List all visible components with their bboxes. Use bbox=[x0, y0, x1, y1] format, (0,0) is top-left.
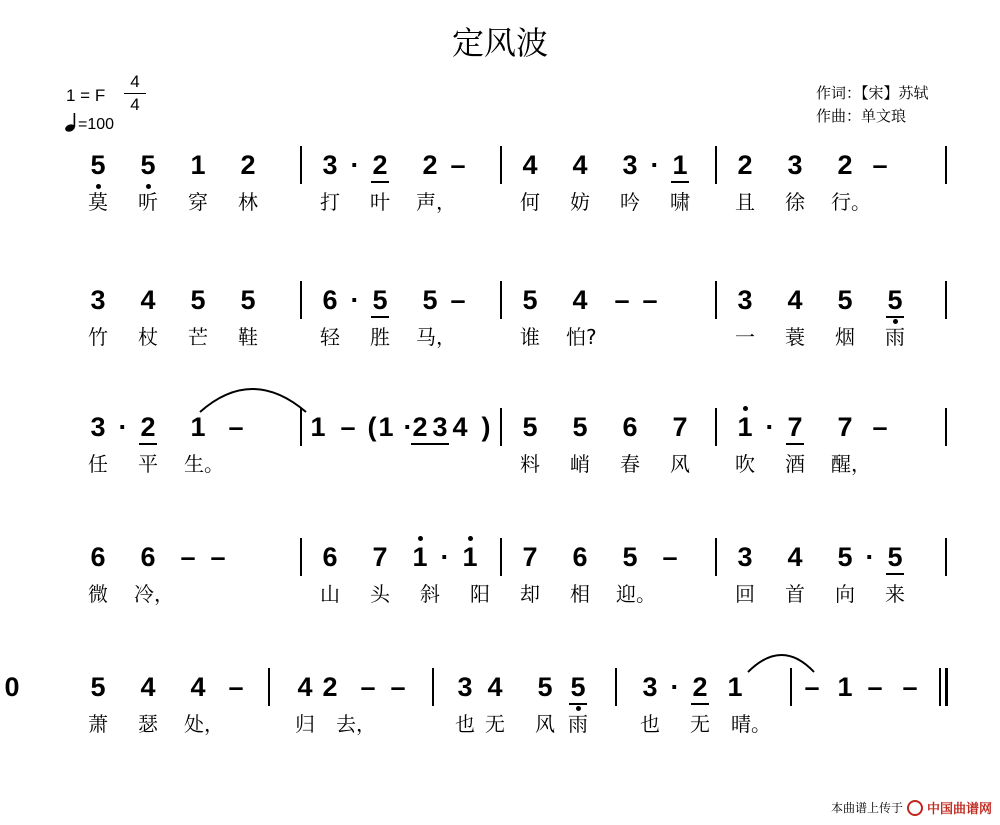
footer-text: 本曲谱上传于 bbox=[830, 801, 903, 815]
dotted-rhythm-dot: · bbox=[403, 412, 413, 442]
score-title: 定风波 bbox=[451, 24, 548, 62]
jianpu-note: 3 bbox=[787, 150, 803, 180]
dash-extension: – bbox=[180, 542, 196, 572]
jianpu-note: ( bbox=[367, 412, 377, 442]
bar-line bbox=[790, 668, 792, 706]
dash-extension: – bbox=[360, 672, 376, 702]
dash-extension: – bbox=[210, 542, 226, 572]
bar-line bbox=[432, 668, 434, 706]
lyric-char: 听 bbox=[138, 190, 158, 214]
jianpu-note: 6 bbox=[322, 542, 338, 572]
bar-line bbox=[945, 281, 947, 319]
jianpu-note: 5 bbox=[422, 285, 438, 315]
time-signature bbox=[124, 72, 146, 115]
lyric-char: 微 bbox=[88, 582, 108, 606]
jianpu-note: 2 bbox=[140, 412, 156, 442]
underline-beam bbox=[786, 443, 804, 445]
dash-extension: – bbox=[804, 672, 820, 702]
lyric-char: 打 bbox=[320, 190, 340, 214]
jianpu-note: 1 bbox=[310, 412, 326, 442]
lyricist-credit: 作词：【宋】苏轼 bbox=[816, 84, 929, 102]
bar-line bbox=[500, 281, 502, 319]
jianpu-note: 2 bbox=[372, 150, 388, 180]
composer-credit: 作曲：单文琅 bbox=[816, 107, 907, 125]
bar-line bbox=[615, 668, 617, 706]
staff-3 bbox=[0, 412, 1000, 542]
lyric-char: 也 bbox=[640, 712, 660, 736]
lyric-char: 莫 bbox=[88, 190, 108, 214]
jianpu-note: 2 bbox=[422, 150, 438, 180]
jianpu-note: 1 bbox=[378, 412, 394, 442]
lyric-char: 胜 bbox=[370, 325, 390, 349]
lyric-char: 晴。 bbox=[731, 712, 771, 736]
jianpu-note: 7 bbox=[837, 412, 853, 442]
jianpu-note: 5 bbox=[837, 542, 853, 572]
jianpu-note: 4 bbox=[522, 150, 538, 180]
underline-beam bbox=[371, 181, 389, 183]
bar-line bbox=[500, 408, 502, 446]
jianpu-note: 3 bbox=[737, 542, 753, 572]
jianpu-note: 4 bbox=[487, 672, 503, 702]
dash-extension: – bbox=[390, 672, 406, 702]
bar-line bbox=[945, 408, 947, 446]
key-signature: 1 = F bbox=[66, 86, 106, 105]
dotted-rhythm-dot: · bbox=[118, 412, 128, 442]
bar-line bbox=[300, 146, 302, 184]
jianpu-note: 2 bbox=[322, 672, 338, 702]
underline-beam bbox=[411, 443, 449, 445]
jianpu-note: 5 bbox=[522, 285, 538, 315]
dash-extension: – bbox=[872, 412, 888, 442]
lyric-char: 烟 bbox=[835, 325, 855, 349]
staff-2 bbox=[0, 285, 1000, 415]
lyric-char: 声， bbox=[416, 190, 456, 214]
lyric-char: 来 bbox=[885, 582, 905, 606]
jianpu-note: 1 bbox=[412, 542, 428, 572]
bar-line bbox=[945, 146, 947, 184]
site-logo-icon bbox=[907, 800, 923, 816]
footer-watermark bbox=[831, 798, 992, 817]
lyric-char: 妨 bbox=[570, 190, 590, 214]
lyric-char: 林 bbox=[238, 190, 258, 214]
lyric-char: 头 bbox=[370, 582, 390, 606]
lyric-char: 无 bbox=[690, 712, 710, 736]
lyric-char: 平 bbox=[138, 452, 158, 476]
site-logo-text: 中国曲谱网 bbox=[926, 802, 992, 817]
lyric-char: 啸 bbox=[670, 190, 690, 214]
bar-line bbox=[715, 281, 717, 319]
bar-line bbox=[945, 538, 947, 576]
lyric-char: 醒， bbox=[831, 452, 871, 476]
lyric-char: 首 bbox=[785, 582, 805, 606]
lyric-char: 轻 bbox=[320, 325, 340, 349]
jianpu-note: 5 bbox=[372, 285, 388, 315]
jianpu-note: ) bbox=[481, 412, 491, 442]
lyric-char: 鞋 bbox=[238, 325, 258, 349]
jianpu-note: 7 bbox=[522, 542, 538, 572]
jianpu-note: 3 bbox=[90, 285, 106, 315]
jianpu-note: 5 bbox=[522, 412, 538, 442]
jianpu-note: 0 bbox=[4, 672, 20, 702]
jianpu-note: 6 bbox=[90, 542, 106, 572]
jianpu-note: 4 bbox=[140, 285, 156, 315]
jianpu-note: 5 bbox=[537, 672, 553, 702]
jianpu-note: 5 bbox=[140, 150, 156, 180]
bar-line bbox=[500, 146, 502, 184]
dash-extension: – bbox=[450, 150, 466, 180]
lyric-char: 生。 bbox=[184, 452, 224, 476]
jianpu-note: 2 bbox=[412, 412, 428, 442]
lyric-char: 春 bbox=[620, 452, 640, 476]
octave-dot bbox=[893, 319, 898, 324]
lyric-char: 怕? bbox=[566, 325, 597, 349]
quarter-note-icon bbox=[64, 112, 78, 132]
octave-dot bbox=[576, 706, 581, 711]
dotted-rhythm-dot: · bbox=[350, 150, 360, 180]
jianpu-note: 5 bbox=[572, 412, 588, 442]
lyric-char: 谁 bbox=[520, 325, 540, 349]
jianpu-note: 6 bbox=[322, 285, 338, 315]
credits bbox=[816, 82, 929, 128]
lyric-char: 任 bbox=[88, 452, 108, 476]
jianpu-note: 4 bbox=[297, 672, 313, 702]
dash-extension: – bbox=[228, 412, 244, 442]
jianpu-note: 3 bbox=[432, 412, 448, 442]
octave-dot bbox=[96, 184, 101, 189]
lyric-char: 回 bbox=[735, 582, 755, 606]
staff-1 bbox=[0, 150, 1000, 280]
octave-dot bbox=[468, 536, 473, 541]
jianpu-note: 2 bbox=[240, 150, 256, 180]
octave-dot bbox=[146, 184, 151, 189]
lyric-char: 去， bbox=[336, 712, 376, 736]
bar-line bbox=[300, 408, 302, 446]
jianpu-note: 4 bbox=[452, 412, 468, 442]
lyric-char: 萧 bbox=[88, 712, 108, 736]
dash-extension: – bbox=[662, 542, 678, 572]
underline-beam bbox=[671, 181, 689, 183]
lyric-char: 蓑 bbox=[785, 325, 805, 349]
lyric-char: 料 bbox=[520, 452, 540, 476]
underline-beam bbox=[886, 316, 904, 318]
underline-beam bbox=[371, 316, 389, 318]
jianpu-note: 3 bbox=[322, 150, 338, 180]
lyric-char: 峭 bbox=[570, 452, 590, 476]
dotted-rhythm-dot: · bbox=[440, 542, 450, 572]
lyric-char: 酒 bbox=[785, 452, 805, 476]
jianpu-note: 7 bbox=[372, 542, 388, 572]
lyric-char: 风 bbox=[670, 452, 690, 476]
lyric-char: 徐 bbox=[785, 190, 805, 214]
lyric-char: 归 bbox=[295, 712, 315, 736]
jianpu-note: 2 bbox=[692, 672, 708, 702]
staff-4 bbox=[0, 542, 1000, 672]
bar-line bbox=[715, 538, 717, 576]
lyric-char: 山 bbox=[320, 582, 340, 606]
dash-extension: – bbox=[450, 285, 466, 315]
jianpu-note: 1 bbox=[727, 672, 743, 702]
dash-extension: – bbox=[872, 150, 888, 180]
lyric-char: 叶 bbox=[370, 190, 390, 214]
jianpu-note: 4 bbox=[787, 542, 803, 572]
dotted-rhythm-dot: · bbox=[650, 150, 660, 180]
dash-extension: – bbox=[902, 672, 918, 702]
bar-line bbox=[715, 146, 717, 184]
underline-beam bbox=[691, 703, 709, 705]
jianpu-note: 6 bbox=[572, 542, 588, 572]
lyric-char: 竹 bbox=[88, 325, 108, 349]
bar-line bbox=[939, 668, 941, 706]
lyric-char: 瑟 bbox=[138, 712, 158, 736]
staff-5 bbox=[0, 672, 1000, 802]
jianpu-note: 5 bbox=[887, 285, 903, 315]
jianpu-note: 4 bbox=[787, 285, 803, 315]
time-signature-top: 4 bbox=[130, 72, 140, 91]
tempo-marking bbox=[64, 112, 114, 134]
jianpu-note: 5 bbox=[837, 285, 853, 315]
jianpu-note: 5 bbox=[887, 542, 903, 572]
lyric-char: 阳 bbox=[470, 582, 490, 606]
lyric-char: 无 bbox=[485, 712, 505, 736]
dotted-rhythm-dot: · bbox=[350, 285, 360, 315]
jianpu-note: 4 bbox=[190, 672, 206, 702]
lyric-char: 也 bbox=[455, 712, 475, 736]
underline-beam bbox=[569, 703, 587, 705]
dash-extension: – bbox=[642, 285, 658, 315]
jianpu-note: 5 bbox=[622, 542, 638, 572]
dash-extension: – bbox=[340, 412, 356, 442]
lyric-char: 冷， bbox=[134, 582, 174, 606]
jianpu-note: 1 bbox=[737, 412, 753, 442]
bar-line bbox=[715, 408, 717, 446]
jianpu-note: 4 bbox=[572, 285, 588, 315]
lyric-char: 行。 bbox=[831, 190, 871, 214]
dotted-rhythm-dot: · bbox=[865, 542, 875, 572]
jianpu-note: 6 bbox=[140, 542, 156, 572]
underline-beam bbox=[886, 573, 904, 575]
jianpu-note: 5 bbox=[90, 672, 106, 702]
lyric-char: 一 bbox=[735, 325, 755, 349]
bar-line bbox=[300, 281, 302, 319]
jianpu-note: 6 bbox=[622, 412, 638, 442]
jianpu-note: 3 bbox=[90, 412, 106, 442]
jianpu-note: 3 bbox=[642, 672, 658, 702]
underline-beam bbox=[139, 443, 157, 445]
jianpu-note: 7 bbox=[672, 412, 688, 442]
jianpu-note: 5 bbox=[190, 285, 206, 315]
octave-dot bbox=[743, 406, 748, 411]
jianpu-note: 1 bbox=[190, 412, 206, 442]
lyric-char: 雨 bbox=[568, 712, 588, 736]
jianpu-note: 2 bbox=[737, 150, 753, 180]
octave-dot bbox=[418, 536, 423, 541]
dash-extension: – bbox=[867, 672, 883, 702]
jianpu-note: 1 bbox=[672, 150, 688, 180]
dotted-rhythm-dot: · bbox=[765, 412, 775, 442]
jianpu-note: 2 bbox=[837, 150, 853, 180]
lyric-char: 马， bbox=[416, 325, 456, 349]
lyric-char: 吟 bbox=[620, 190, 640, 214]
jianpu-note: 3 bbox=[622, 150, 638, 180]
dotted-rhythm-dot: · bbox=[670, 672, 680, 702]
dash-extension: – bbox=[228, 672, 244, 702]
jianpu-note: 3 bbox=[737, 285, 753, 315]
jianpu-note: 5 bbox=[90, 150, 106, 180]
lyric-char: 穿 bbox=[188, 190, 208, 214]
jianpu-note: 5 bbox=[240, 285, 256, 315]
jianpu-note: 4 bbox=[140, 672, 156, 702]
jianpu-note: 3 bbox=[457, 672, 473, 702]
bar-line bbox=[500, 538, 502, 576]
lyric-char: 迎。 bbox=[616, 582, 656, 606]
lyric-char: 却 bbox=[520, 582, 540, 606]
jianpu-note: 4 bbox=[572, 150, 588, 180]
tempo-value: =100 bbox=[78, 116, 115, 133]
lyric-char: 何 bbox=[520, 190, 540, 214]
lyric-char: 风 bbox=[535, 712, 555, 736]
lyric-char: 相 bbox=[570, 582, 590, 606]
lyric-char: 杖 bbox=[138, 325, 158, 349]
dash-extension: – bbox=[614, 285, 630, 315]
bar-line bbox=[268, 668, 270, 706]
jianpu-note: 7 bbox=[787, 412, 803, 442]
bar-line bbox=[945, 668, 948, 706]
bar-line bbox=[300, 538, 302, 576]
jianpu-note: 1 bbox=[190, 150, 206, 180]
time-signature-bottom: 4 bbox=[130, 95, 140, 114]
lyric-char: 斜 bbox=[420, 582, 440, 606]
lyric-char: 芒 bbox=[188, 325, 208, 349]
lyric-char: 且 bbox=[735, 190, 755, 214]
jianpu-note: 1 bbox=[462, 542, 478, 572]
lyric-char: 吹 bbox=[735, 452, 755, 476]
lyric-char: 雨 bbox=[885, 325, 905, 349]
lyric-char: 向 bbox=[835, 582, 855, 606]
lyric-char: 处， bbox=[184, 712, 224, 736]
jianpu-note: 5 bbox=[570, 672, 586, 702]
jianpu-note: 1 bbox=[837, 672, 853, 702]
